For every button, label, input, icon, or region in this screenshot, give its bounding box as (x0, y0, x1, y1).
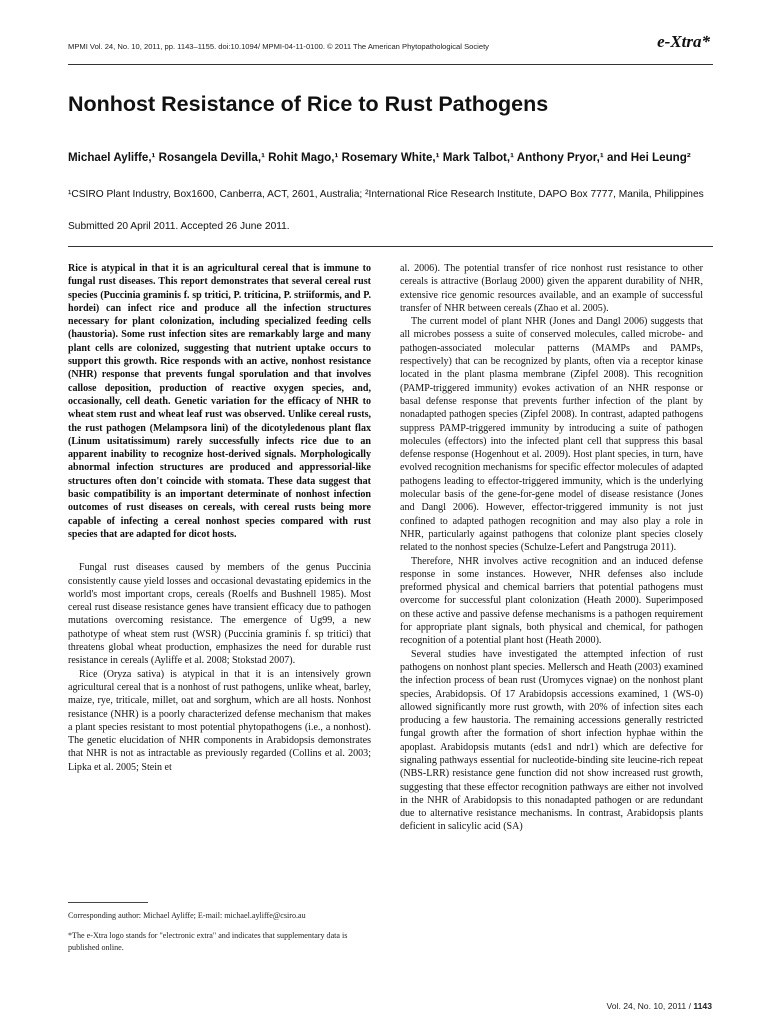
abstract-gap (68, 541, 371, 561)
page-footer (500, 1001, 712, 1011)
body-paragraph: Therefore, NHR involves active recognition and an induced defense response in some instances. However, NHR defenses also include preformed physical and chemical barriers that potential pathogens must overcome for successful plant colonization (Heath 2000). Superimposed on these active and passive defense mechanisms is a pathogen requirement for appropriate plant signals, both physical and chemical, for pathogen recognition of a potential plant host (Heath 2000). (400, 555, 703, 647)
body-paragraph: Fungal rust diseases caused by members of the genus Puccinia consistently cause yield losses and occasional devastating epidemics in the world's most important crops, cereals (Roelfs and Bushnell 1985). Most cereal rust disease resistance genes have transient efficacy due to pathogen mutations overcoming resistance. The emergence of Ug99, a new pathotype of wheat stem rust (WSR) (Puccinia graminis f. sp tritici) that threatens global wheat production, emphasizes the need for durable rust resistance in cereals (Ayliffe et al. 2008; Stokstad 2007). (68, 562, 371, 667)
page-number: 1143 (693, 1001, 712, 1011)
abstract: Rice is atypical in that it is an agricultural cereal that is immune to fungal rust diseases. This report demonstrates that several cereal rust species (Puccinia graminis f. sp tritici, P. triticina, P. striiformis, and P. hordei) can infect rice and produce all the infection structures necessary for plant colonization, including specialized feeding cells (haustoria). Some rust infection sites are remarkably large and many plant cells are colonized, suggesting that nutrient uptake occurs to support this growth. Rice responds with an active, nonhost resistance (NHR) response that prevents fungal sporulation and that involves callose deposition, production of reactive oxygen species, and, occasionally, cell death. Genetic variation for the efficacy of NHR to wheat stem rust and wheat leaf rust was observed. Unlike cereal rusts, the rust pathogen (Melampsora lini) of the dicotyledenous plant flax (Linum usitatissimum) rarely successfully infects rice due to an apparent inability to recognize host-derived signals. Morphologically abnormal infection structures are produced and appressorial-like structures often don't coincide with stomata. These data suggest that basic compatibility is an important determinate of nonhost infection outcomes of rust diseases on cereals, with cereal rusts being more capable of infecting a cereal nonhost species compared with rust species that are adapted for dicot hosts. (68, 263, 371, 540)
title-block-rule (68, 246, 713, 247)
body-paragraph: The current model of plant NHR (Jones and Dangl 2006) suggests that all microbes possess a suite of conserved molecules, called microbe- and pathogen-associated molecular patterns (MAMPs and PAMPs, respectively) that can be recognized by plants, often via a receptor kinase located in the plant plasma membrane (Zipfel 2008). This recognition (PAMP-triggered immunity) evokes activation of an NHR response or basal defense response that prevents further infection of the plant by nonadapted pathogen species (Zipfel 2008). In contrast, adapted pathogens suppress PAMP-triggered immunity by introducing a suite of pathogen molecules (effectors) into the infected plant cell that suppress this basal defense response (Hogenhout et al. 2009). Host plant species, in turn, have evolved recognition mechanisms for specific effector molecules of adapted pathogens leading to effector-triggered immunity, which is the underlying molecular basis of the gene-for-gene model of disease resistance (Jones and Dangl 2006). However, effector-triggered immunity is not just confined to adapted pathogen recognition and may also play a role in NHR, particularly against pathogens that colonize plant species closely related to the nonhost species (Schulze-Lefert and Pangstruga 2011). (400, 316, 703, 554)
footer-volume: Vol. 24, No. 10, 2011 / (606, 1001, 691, 1011)
body-paragraph: al. 2006). The potential transfer of rice nonhost rust resistance to other cereals is attractive (Borlaug 2000) given the apparent durability of NHR, extensive rice genomic resources available, and an example of successful transfer of NHR between cereals (Zhao et al. 2005). (400, 263, 703, 314)
body-paragraph: Several studies have investigated the attempted infection of rust pathogens on nonhost plant species. Mellersch and Heath (2003) examined the infection process of bean rust (Uromyces vignae) on the nonhost plant species, Arabidopsis. Of 17 Arabidopsis accessions examined, 1 (WS-0) allowed significantly more rust growth, with 20% of infection sites each producing a few haustoria. The remaining accessions generally restricted fungal growth after the formation of short infection hyphae within the apoplast. Arabidopsis mutants (eds1 and ndr1) which are defective for signaling pathways essential for nucleotide-binding site leucine-rich repeat (NBS-LRR) resistance gene function did not show increased rust growth, suggesting that these effector recognition pathways are either not involved in the NHR of Arabidopsis to this nonadapted pathogen or are redundant due to alternative resistance mechanisms. In contrast, Arabidopsis plants deficient in salicylic acid (SA) (400, 648, 703, 833)
affiliations: ¹CSIRO Plant Industry, Box1600, Canberra, ACT, 2601, Australia; ²International Rice Research Institute, DAPO Box 7777, Manila, Philippines (68, 189, 704, 200)
extra-logo: e-Xtra* (657, 32, 710, 51)
extra-logo-footnote: *The e-Xtra logo stands for "electronic extra" and indicates that supplementary data is published online. (68, 931, 348, 952)
right-column (400, 262, 703, 834)
left-column (68, 262, 371, 774)
corresponding-author-footnote: Corresponding author: Michael Ayliffe; E-mail: michael.ayliffe@csiro.au (68, 911, 306, 920)
footnote-rule (68, 902, 148, 903)
body-paragraph: Rice (Oryza sativa) is atypical in that it is an intensively grown agricultural cereal that is a nonhost of rust pathogens, unlike wheat, barley, maize, rye, triticale, millet, oat and sorghum, which are all hosts. Nonhost resistance (NHR) is a poorly characterized defense mechanism that makes a plant species resistant to most potential phytopathogens (i.e., a nonhost). The genetic elucidation of NHR components in Arabidopsis demonstrates that NHR is not as intractable as previously regarded (Collins et al. 2003; Lipka et al. 2005; Stein et (68, 668, 371, 773)
journal-citation: MPMI Vol. 24, No. 10, 2011, pp. 1143–1155. doi:10.1094/ MPMI-04-11-0100. © 2011 The American Phytopathological Society (68, 42, 489, 51)
header-rule (68, 64, 713, 65)
author-list: Michael Ayliffe,¹ Rosangela Devilla,¹ Rohit Mago,¹ Rosemary White,¹ Mark Talbot,¹ Anthony Pryor,¹ and Hei Leung² (68, 151, 691, 164)
submission-dates: Submitted 20 April 2011. Accepted 26 June 2011. (68, 221, 290, 232)
article-title: Nonhost Resistance of Rice to Rust Pathogens (68, 92, 549, 116)
